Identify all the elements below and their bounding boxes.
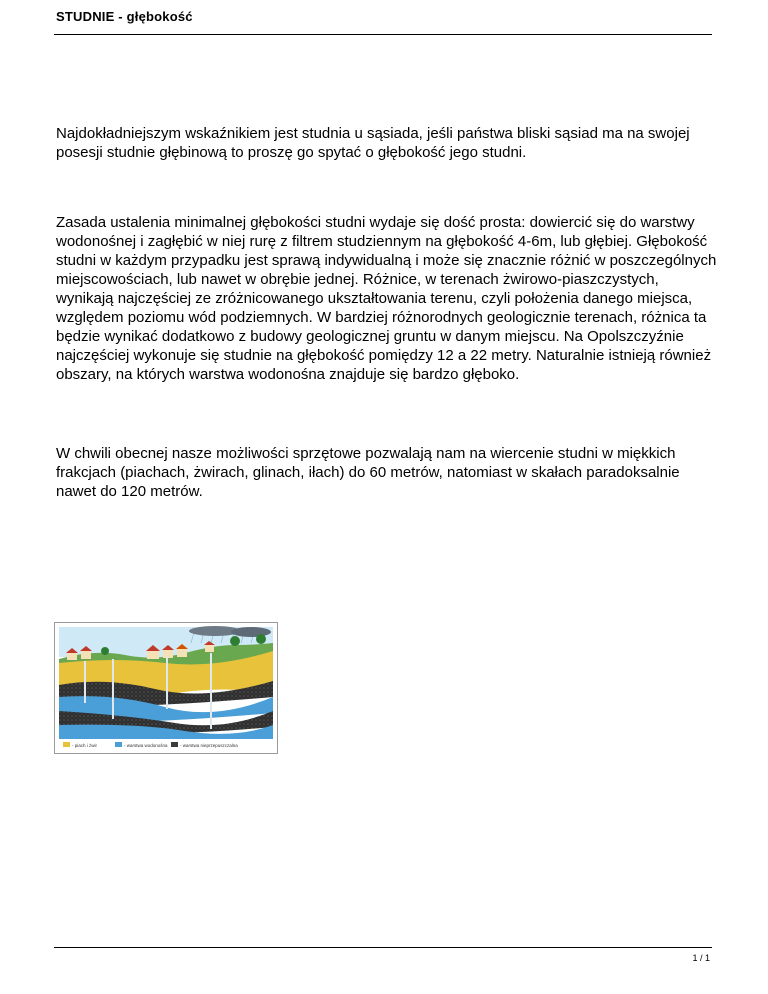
legend-swatch-impermeable [171,742,178,747]
tree [230,636,240,646]
legend-swatch-aquifer [115,742,122,747]
cloud [231,627,271,637]
page-title: STUDNIE - głębokość [56,9,193,24]
legend-swatch-sand [63,742,70,747]
tree [101,647,109,655]
footer-divider [54,947,712,948]
legend-label-aquifer: - warstwa wodonośna [124,743,168,748]
paragraph-depth-rules: Zasada ustalenia minimalnej głębokości studni wydaje się dość prosta: dowiercić się do warstwy wodonośnej i zagłębić w niej rurę z filtrem studziennym na głębokość 4-6m, lub głębiej. Głębokość studni w każdym przypadku jest sprawą indywidualną i może się znacznie różnić w poszczególnych miejscowościach, lub nawet w obrębie jednej. Różnice, w terenach żwirowo-piaszczystych, wynikają najczęściej ze zróżnicowanego ukształtowania terenu, czyli położenia danego miejsca, względem poziomu wód podziemnych. W bardziej różnorodnych geologicznie terenach, różnica ta będzie wynikać dodatkowo z budowy geologicznej gruntu w danym miejscu. Na Opolszczyźnie najczęściej wykonuje się studnie na głębokość pomiędzy 12 a 22 metry. Naturalnie istnieją również obszary, na których warstwa wodonośna znajduje się bardzo głęboko. [56,214,717,383]
header-divider [54,34,712,35]
paragraph-neighbor-well: Najdokładniejszym wskaźnikiem jest studnia u sąsiada, jeśli państwa bliski sąsiad ma na swojej posesji studnie głębinową to proszę go spytać o głębokość jego studni. [56,125,690,161]
legend-label-sand: - piach i żwir [72,743,98,748]
paragraph-drilling-capabilities: W chwili obecnej nasze możliwości sprzętowe pozwalają nam na wiercenie studni w miękkich frakcjach (piachach, żwirach, glinach, iłach) do 60 metrów, natomiast w skałach paradoksalnie nawet do 120 metrów. [56,445,680,500]
well-depth-diagram [54,622,278,754]
tree [256,634,266,644]
geology-cross-section [55,623,277,753]
legend-label-impermeable: - warstwa nieprzepuszczalna [180,743,238,748]
page-number: 1 / 1 [692,953,710,963]
